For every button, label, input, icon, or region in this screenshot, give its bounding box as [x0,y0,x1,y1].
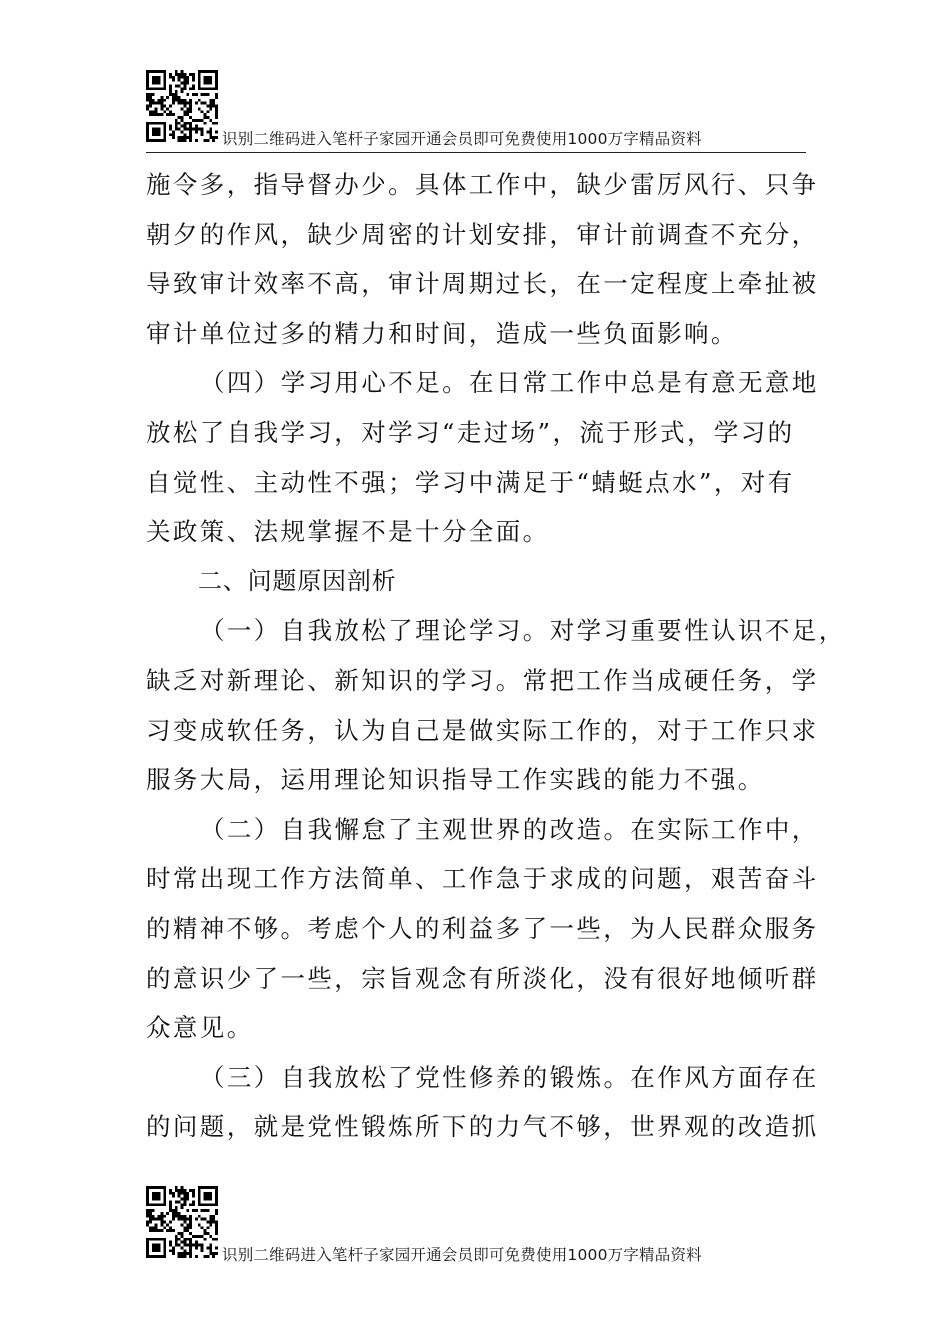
paragraph-start-line: （一）自我放松了理论学习。对学习重要性认识不足， [200,616,846,646]
text-line: 的问题，就是党性锻炼所下的力气不够，世界观的改造抓 [146,1112,819,1142]
paragraph-start-line: （二）自我懈怠了主观世界的改造。在实际工作中， [200,814,819,844]
footer-banner: 识别二维码进入笔杆子家园开通会员即可免费使用1000万字精品资料 [222,1246,702,1264]
text-line: 缺乏对新理论、新知识的学习。常把工作当成硬任务，学 [146,665,819,695]
footer-qr-code [146,1186,218,1258]
paragraph-start-line: （三）自我放松了党性修养的锻炼。在作风方面存在 [200,1062,819,1092]
text-line: 的意识少了一些，宗旨观念有所淡化，没有很好地倾听群 [146,963,819,993]
document-body [146,160,846,1152]
text-line: 习变成软任务，认为自己是做实际工作的，对于工作只求 [146,715,819,745]
header-rule [146,152,806,153]
header-banner: 识别二维码进入笔杆子家园开通会员即可免费使用1000万字精品资料 [222,130,702,148]
text-line: 放松了自我学习，对学习“走过场”，流于形式，学习的 [146,417,795,447]
text-line: 众意见。 [146,1013,254,1043]
text-line: 关政策、法规掌握不是十分全面。 [146,517,550,547]
text-line: 朝夕的作风，缺少周密的计划安排，审计前调查不充分， [146,219,819,249]
section-heading: 二、问题原因剖析 [198,566,397,595]
text-line: 审计单位过多的精力和时间，造成一些负面影响。 [146,318,738,348]
text-line: 施令多，指导督办少。具体工作中，缺少雷厉风行、只争 [146,170,819,199]
text-line: 导致审计效率不高，审计周期过长，在一定程度上牵扯被 [146,269,819,299]
text-line: 时常出现工作方法简单、工作急于求成的问题，艰苦奋斗 [146,864,819,894]
paragraph-start-line: （四）学习用心不足。在日常工作中总是有意无意地 [200,368,819,398]
text-line: 自觉性、主动性不强；学习中满足于“蜻蜓点水”，对有 [146,467,795,497]
header-qr-code [146,70,218,142]
text-line: 的精神不够。考虑个人的利益多了一些，为人民群众服务 [146,913,819,943]
text-line: 服务大局，运用理论知识指导工作实践的能力不强。 [146,765,765,795]
